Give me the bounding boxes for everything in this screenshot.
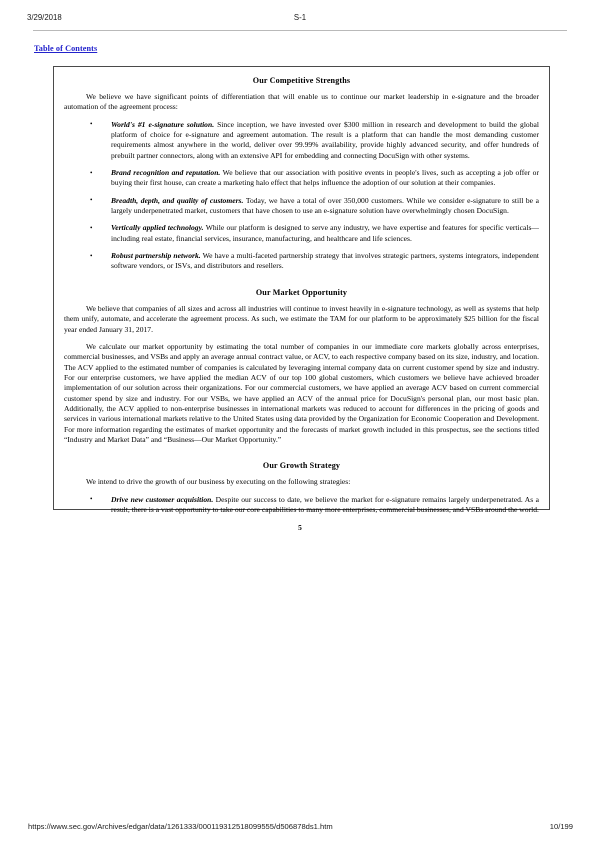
print-footer-page-indicator: 10/199 bbox=[549, 822, 573, 831]
page-number: 5 bbox=[298, 523, 302, 532]
bullet-lead-in: World's #1 e-signature solution. bbox=[111, 119, 215, 129]
bullet-lead-in: Breadth, depth, and quality of customers. bbox=[111, 195, 244, 205]
bullet-text: While our platform is designed to serve any industry, we have expertise and features for specific verticals—including real estate, financial services, insurance, manufacturing, and healthcare and life sciences. bbox=[111, 223, 539, 243]
print-footer bbox=[0, 822, 600, 836]
list-item bbox=[64, 495, 539, 516]
bullet-lead-in: Vertically applied technology. bbox=[111, 223, 204, 233]
document-content-box bbox=[53, 66, 550, 514]
table-of-contents-link[interactable]: Table of Contents bbox=[34, 44, 98, 53]
bullet-text: Despite our success to date, we believe the market for e-signature remains largely underpenetrated. As a result, there is a vast opportunity to take our core capabilities to many more enterprises, commercial businesses, and VSBs around the world. bbox=[111, 494, 539, 514]
bullet-text: Since inception, we have invested over $300 million in research and development to build the global platform of choice for e-signature and agreement automation. The result is a platform that can handle the most demanding customer requirements almost anywhere in the world, deliver over 99.99% availability, provide highly advanced security, and offer hundreds of prebuilt partner connectors, along with an extensive API for embedding and connecting DocuSign with other systems. bbox=[111, 119, 540, 160]
header-divider bbox=[33, 30, 567, 31]
bullet-lead-in: Robust partnership network. bbox=[111, 251, 201, 261]
print-header-title: S-1 bbox=[293, 13, 307, 22]
bullet-text: Today, we have a total of over 350,000 customers. While we consider e-signature to still be a largely underpenetrated market, customers that have chosen to use an e-signature solution have overwhelmingly chosen DocuSign. bbox=[111, 195, 539, 216]
print-footer-url: https://www.sec.gov/Archives/edgar/data/1261333/000119312518099555/d506878ds1.htm bbox=[28, 822, 333, 831]
list-item bbox=[64, 120, 539, 161]
section-heading: Our Competitive Strengths bbox=[252, 76, 351, 85]
section-market-opportunity bbox=[64, 288, 539, 445]
section-heading: Our Market Opportunity bbox=[255, 287, 348, 297]
print-header bbox=[0, 13, 600, 27]
section-intro-paragraph: We intend to drive the growth of our business by executing on the following strategies: bbox=[86, 477, 351, 487]
market-opportunity-paragraph-1: We believe that companies of all sizes and across all industries will continue to invest heavily in e-signature technology, as well as systems that help them unify, automate, and accelerate the agreement process. As such, we estimate the TAM for our platform to be approximately $25 billion for the fiscal year ended January 31, 2017. bbox=[64, 303, 539, 334]
list-item bbox=[64, 223, 539, 244]
print-header-date: 3/29/2018 bbox=[27, 13, 62, 22]
bullet-lead-in: Drive new customer acquisition. bbox=[111, 494, 214, 504]
list-item bbox=[64, 251, 539, 272]
competitive-strengths-list bbox=[64, 120, 539, 272]
section-competitive-strengths bbox=[64, 76, 539, 272]
list-item bbox=[64, 196, 539, 217]
growth-strategy-list bbox=[64, 495, 539, 516]
list-item bbox=[64, 168, 539, 189]
section-heading: Our Growth Strategy bbox=[262, 461, 341, 471]
bullet-lead-in: Brand recognition and reputation. bbox=[111, 168, 221, 178]
bullet-text: We believe that our association with positive events in people's lives, such as accepting a job offer or buying their first house, can create a marketing halo effect that helps influence the adoption of our solution at their companies. bbox=[111, 168, 539, 188]
section-growth-strategy bbox=[64, 461, 539, 515]
section-intro-paragraph: We believe we have significant points of differentiation that will enable us to continue our market leadership in e-signature and the broader automation of the agreement process: bbox=[64, 92, 539, 112]
bullet-text: We have a multi-faceted partnership strategy that involves strategic partners, systems integrators, independent software vendors, or ISVs, and distributors and resellers. bbox=[111, 251, 539, 271]
market-opportunity-paragraph-2: We calculate our market opportunity by estimating the total number of companies in our immediate core markets globally across enterprises, commercial businesses, and VSBs and apply an average annual contract value, or ACV, to each respective company based on its size, industry, and location. The ACV applied to the estimated number of companies is calculated by leveraging internal company data on current customer spend by size and industry. For our enterprise customers, we have applied the median ACV of our top 100 global customers, which customers we believe have achieved broader implementation of our solution across their organizations. For our commercial customers, we have applied an average ACV based on current commercial customer spend by size and industry. For our VSBs, we have applied an ACV of the annual price for DocuSign's personal plan, our most basic plan. Additionally, the ACV applied to non-enterprise businesses in international markets was reduced to account for differences in the pricing of goods and services in various international markets relative to the United States using data provided by the Organization for Economic Cooperation and Development. For more information regarding the estimates of market opportunity and the forecasts of market growth included in this prospectus, see the sections titled “Industry and Market Data” and “Business—Our Market Opportunity.” bbox=[64, 341, 539, 444]
